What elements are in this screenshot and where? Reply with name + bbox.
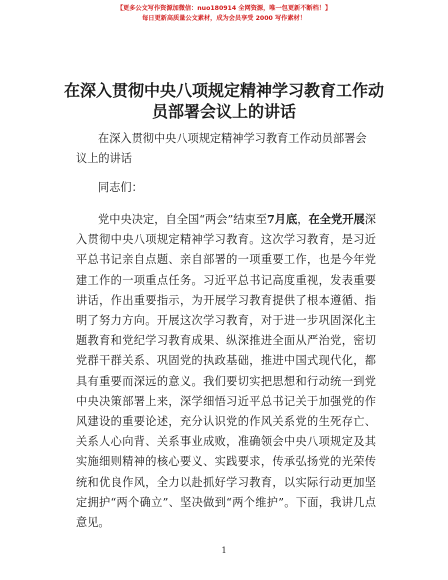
greeting: 同志们： (98, 181, 143, 194)
para-text-1: 党中央决定，自全国“两会”结束至 (98, 213, 267, 226)
page-number: 1 (221, 546, 227, 555)
promo-header (0, 4, 448, 24)
promo-line-2: 每日更新高质量公文素材，成为会员享受 2000 写作素材！ (142, 15, 306, 22)
document-subtitle: 在深入贯彻中央八项规定精神学习教育工作动员部署会议上的讲话 (76, 132, 367, 166)
promo-line-1: 【更多公文写作资源加微信：nuo180914 全网资源，唯一包更新不断档！】 (116, 5, 332, 12)
para-text-2: ， (297, 213, 309, 226)
document-title: 在深入贯彻中央八项规定精神学习教育工作动员部署会议上的讲话 (63, 81, 384, 121)
body-paragraph (76, 209, 376, 533)
para-bold-date: 7月底 (266, 212, 298, 226)
para-bold-phrase: 在全党开展 (308, 212, 365, 226)
para-text-3: 深入贯彻中央八项规定精神学习教育。这次学习教育，是习近平总书记亲自点题、亲自部署的一项重要工作，也是今年党建工作的一项重点任务。习近平总书记高度重视，发表重要讲话，作出重要指示，为开展学习教育提供了根本遵循、指明了努力方向。开展这次学习教育，对于进一步巩固深化主题教育和党纪学习教育成果、纵深推进全面从严治党，密切党群干群关系、巩固党的执政基础，推进中国式现代化，都具有重要而深远的意义。我们要切实把思想和行动统一到党中央决策部署上来，深学细悟习近平总书记关于加强党的作风建设的重要论述，充分认识党的作风关系党的生死存亡、关系人心向背、关系事业成败，准确领会中央八项规定及其实施细则精神的核心要义、实践要求，传承弘扬党的光荣传统和优良作风，全力以赴抓好学习教育，以实际行动更加坚定拥护“两个确立”、坚决做到“两个维护”。下面，我讲几点意见。 (76, 213, 376, 530)
